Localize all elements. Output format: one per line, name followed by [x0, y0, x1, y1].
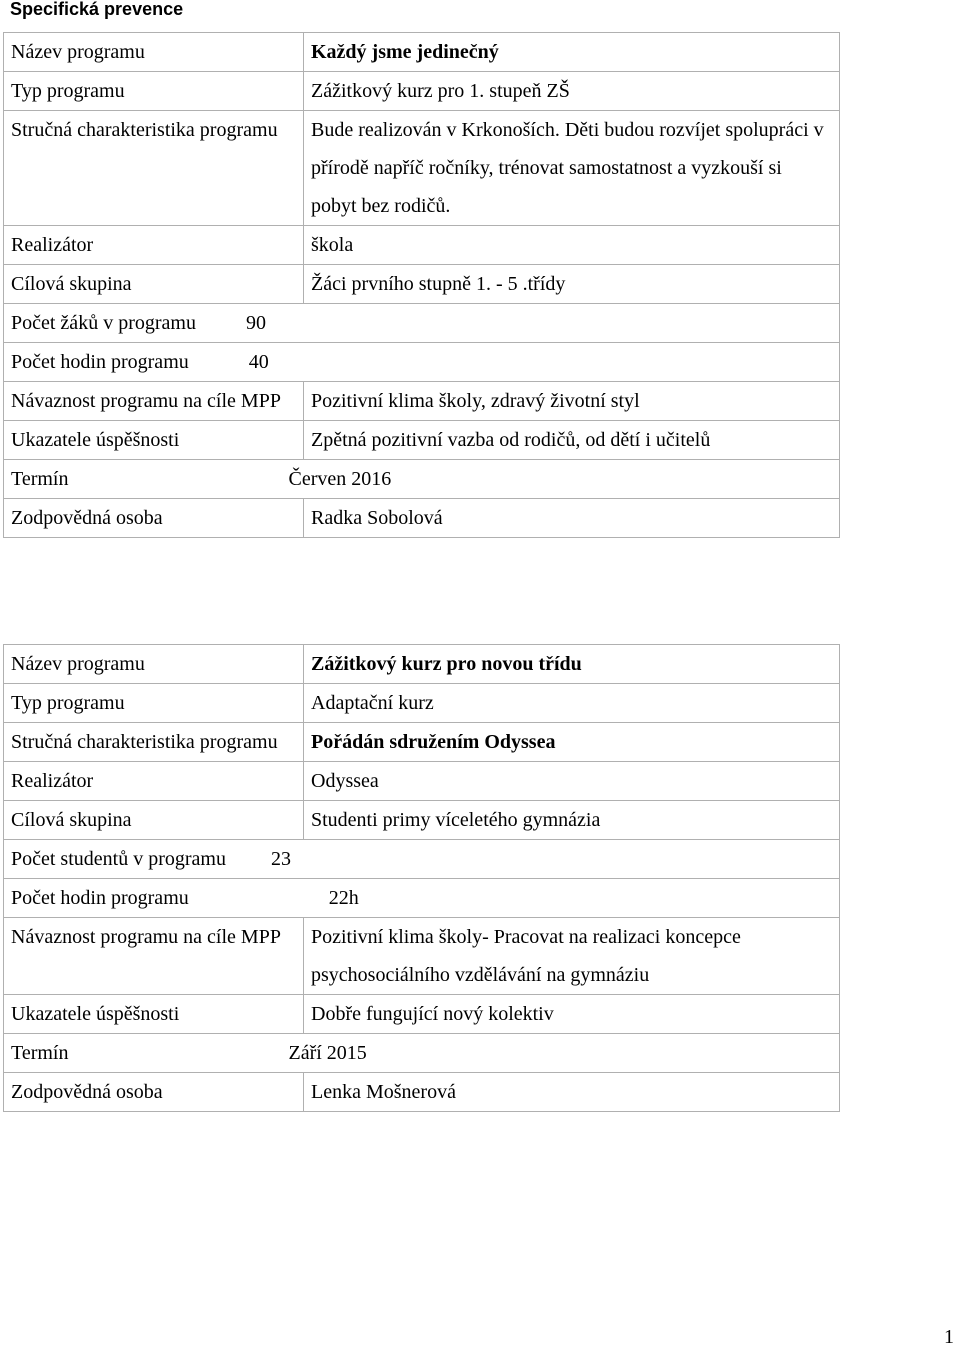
row-ukazatele [4, 421, 840, 460]
value-pocet-hodin: 40 [248, 351, 269, 373]
value-charakteristika: Bude realizován v Krkonoších. Děti budou rozvíjet spolupráci v přírodě napříč ročníky, trénovat samostatnost a vyzkouší si pobyt bez rodičů. [304, 111, 840, 226]
row-ukazatele [4, 995, 840, 1034]
label-ukazatele: Ukazatele úspěšnosti [4, 421, 304, 460]
program-table-2 [3, 644, 840, 1112]
value-termin: Červen 2016 [288, 468, 392, 490]
value-cilova: Studenti primy víceletého gymnázia [304, 801, 840, 840]
value-cilova: Žáci prvního stupně 1. - 5 .třídy [304, 265, 840, 304]
value-osoba: Radka Sobolová [304, 499, 840, 538]
label-realizator: Realizátor [4, 226, 304, 265]
label-osoba: Zodpovědná osoba [4, 499, 304, 538]
label-charakteristika: Stručná charakteristika programu [4, 111, 304, 226]
label-realizator: Realizátor [4, 762, 304, 801]
label-termin: Termín [11, 468, 69, 490]
row-pocet-hodin [4, 879, 840, 918]
value-navaznost: Pozitivní klima školy- Pracovat na realizaci koncepce psychosociálního vzdělávání na gymnáziu [304, 918, 840, 995]
value-navaznost: Pozitivní klima školy, zdravý životní styl [304, 382, 840, 421]
row-nazev [4, 33, 840, 72]
row-pocet-hodin [4, 343, 840, 382]
cell-pocet-zaku [4, 840, 840, 879]
label-navaznost: Návaznost programu na cíle MPP [4, 918, 304, 995]
label-cilova: Cílová skupina [4, 265, 304, 304]
cell-termin [4, 460, 840, 499]
row-realizator [4, 762, 840, 801]
value-pocet-zaku: 90 [245, 312, 266, 334]
value-ukazatele: Dobře fungující nový kolektiv [304, 995, 840, 1034]
value-pocet-zaku: 23 [270, 848, 291, 870]
row-cilova [4, 801, 840, 840]
value-nazev: Každý jsme jedinečný [304, 33, 840, 72]
label-osoba: Zodpovědná osoba [4, 1073, 304, 1112]
section-heading: Specifická prevence [10, 0, 184, 19]
cell-termin [4, 1034, 840, 1073]
row-pocet-zaku [4, 304, 840, 343]
label-ukazatele: Ukazatele úspěšnosti [4, 995, 304, 1034]
value-realizator: škola [304, 226, 840, 265]
row-pocet-zaku [4, 840, 840, 879]
row-charakteristika [4, 723, 840, 762]
label-pocet-zaku: Počet studentů v programu [11, 848, 226, 870]
label-nazev: Název programu [4, 33, 304, 72]
label-termin: Termín [11, 1042, 69, 1064]
label-typ: Typ programu [4, 684, 304, 723]
value-osoba: Lenka Mošnerová [304, 1073, 840, 1112]
program-table-1 [3, 32, 840, 538]
value-typ: Adaptační kurz [304, 684, 840, 723]
row-osoba [4, 499, 840, 538]
cell-pocet-hodin [4, 343, 840, 382]
label-pocet-hodin: Počet hodin programu [11, 351, 189, 373]
label-nazev: Název programu [4, 645, 304, 684]
value-charakteristika: Pořádán sdružením Odyssea [304, 723, 840, 762]
cell-pocet-hodin [4, 879, 840, 918]
row-charakteristika [4, 111, 840, 226]
value-ukazatele: Zpětná pozitivní vazba od rodičů, od dětí i učitelů [304, 421, 840, 460]
row-navaznost [4, 918, 840, 995]
label-typ: Typ programu [4, 72, 304, 111]
row-cilova [4, 265, 840, 304]
row-osoba [4, 1073, 840, 1112]
row-typ [4, 684, 840, 723]
label-pocet-zaku: Počet žáků v programu [11, 312, 196, 334]
value-realizator: Odyssea [304, 762, 840, 801]
row-termin [4, 1034, 840, 1073]
row-nazev [4, 645, 840, 684]
label-pocet-hodin: Počet hodin programu [11, 887, 189, 909]
row-realizator [4, 226, 840, 265]
row-termin [4, 460, 840, 499]
row-navaznost [4, 382, 840, 421]
value-pocet-hodin: 22h [328, 887, 359, 909]
row-typ [4, 72, 840, 111]
cell-pocet-zaku [4, 304, 840, 343]
label-navaznost: Návaznost programu na cíle MPP [4, 382, 304, 421]
label-cilova: Cílová skupina [4, 801, 304, 840]
value-nazev: Zážitkový kurz pro novou třídu [304, 645, 840, 684]
label-charakteristika: Stručná charakteristika programu [4, 723, 304, 762]
page-number: 1 [944, 1326, 954, 1348]
value-typ: Zážitkový kurz pro 1. stupeň ZŠ [304, 72, 840, 111]
value-termin: Září 2015 [288, 1042, 367, 1064]
